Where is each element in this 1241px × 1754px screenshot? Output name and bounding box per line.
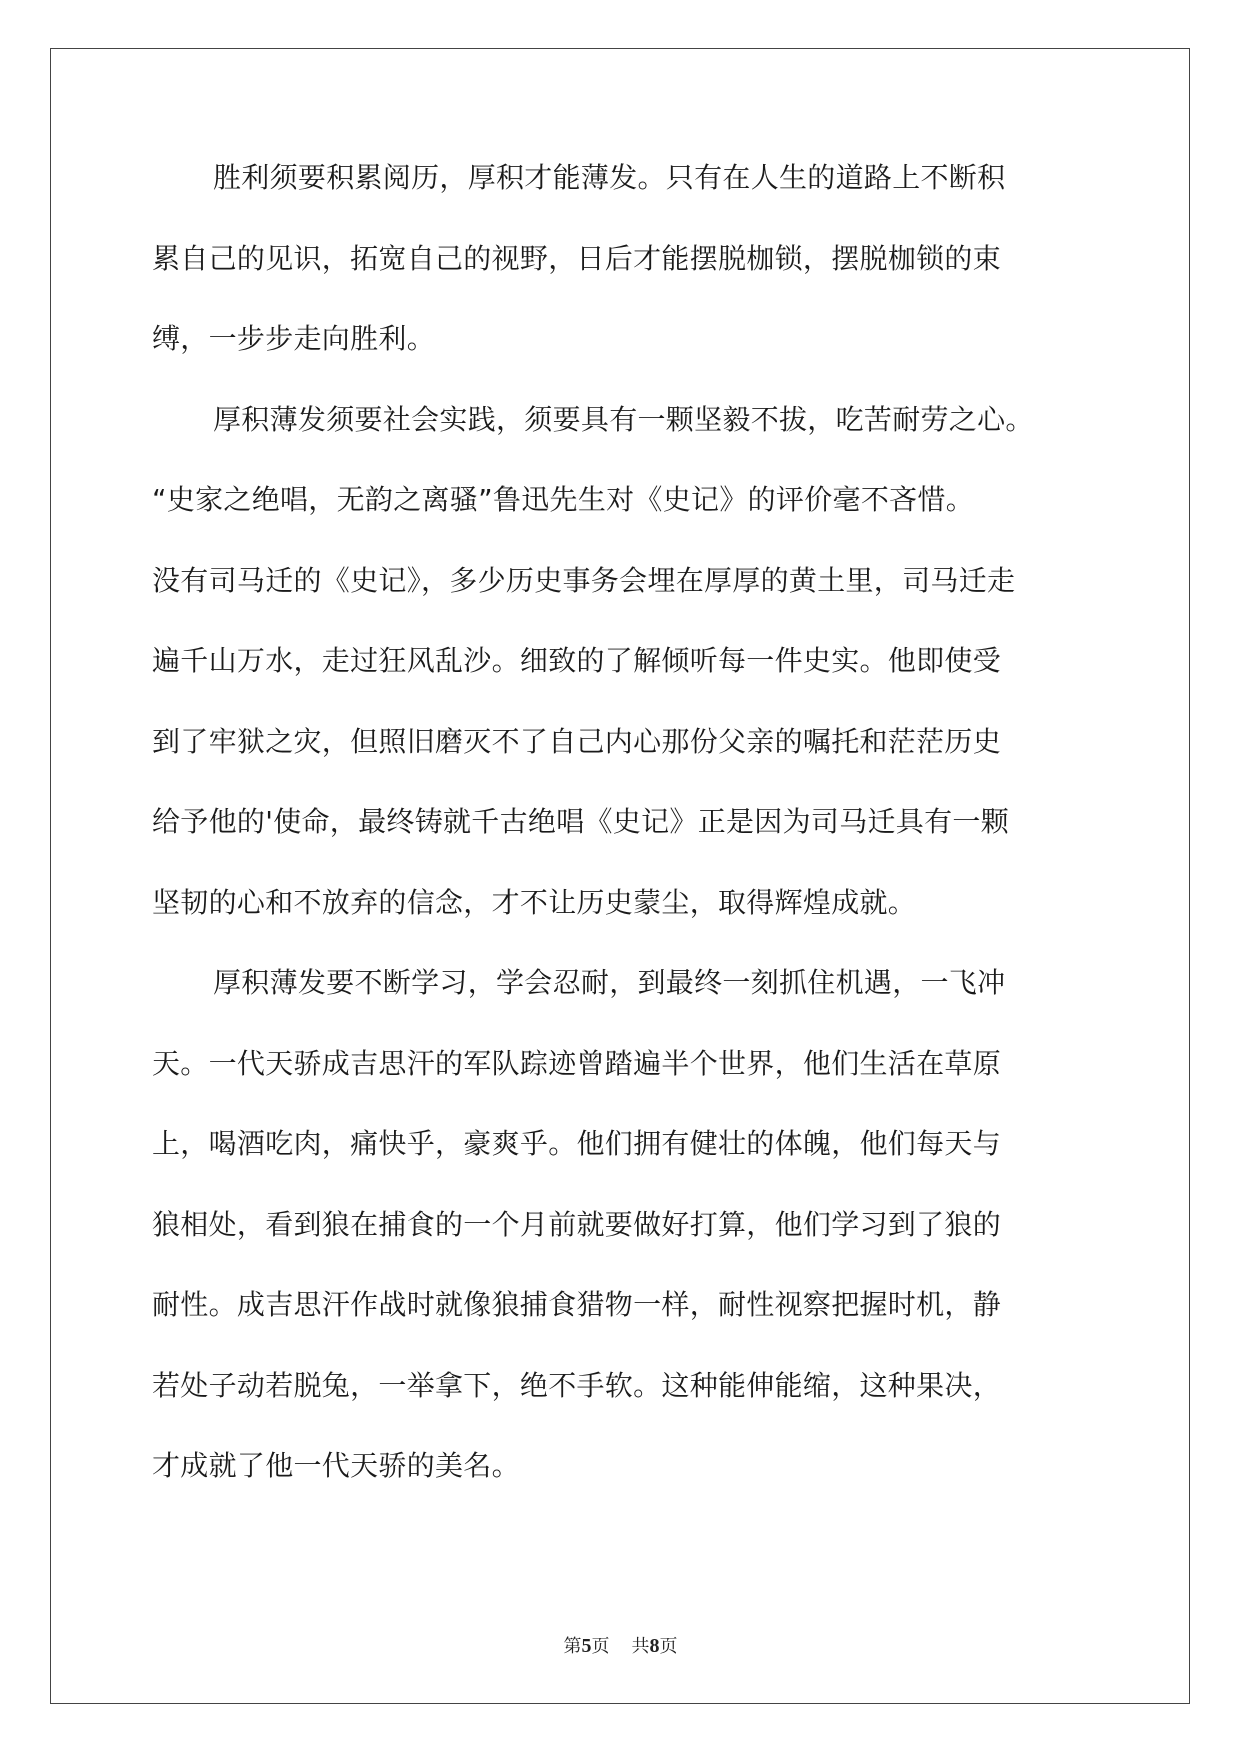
paragraph-3-line-4: 狼相处，看到狼在捕食的一个月前就要做好打算，他们学习到了狼的 bbox=[152, 1207, 1002, 1241]
paragraph-2-line-4: 遍千山万水，走过狂风乱沙。细致的了解倾听每一件史实。他即使受 bbox=[152, 644, 1002, 677]
paragraph-3-line-3: 上，喝酒吃肉，痛快乎，豪爽乎。他们拥有健壮的体魄，他们每天与 bbox=[152, 1127, 1002, 1160]
paragraph-3-line-1: 厚积薄发要不断学习，学会忍耐，到最终一刻抓住机遇，一飞冲 bbox=[213, 966, 1006, 999]
paragraph-3-line-7: 才成就了他一代天骄的美名。 bbox=[152, 1449, 520, 1482]
paragraph-2-line-7: 坚韧的心和不放弃的信念，才不让历史蒙尘，取得辉煌成就。 bbox=[152, 885, 917, 919]
total-page-number: 8 bbox=[649, 1635, 660, 1657]
paragraph-2-line-6: 给予他的'使命，最终铸就千古绝唱《史记》正是因为司马迁具有一颗 bbox=[152, 805, 1010, 838]
page-prefix: 第 bbox=[563, 1636, 582, 1657]
paragraph-3-line-5: 耐性。成吉思汗作战时就像狼捕食猎物一样，耐性视察把握时机，静 bbox=[152, 1288, 1002, 1321]
total-suffix: 页 bbox=[659, 1636, 678, 1657]
paragraph-2-line-2: “史家之绝唱，无韵之离骚”鲁迅先生对《史记》的评价毫不吝惜。 bbox=[152, 483, 975, 516]
paragraph-1-line-2: 累自己的见识，拓宽自己的视野，日后才能摆脱枷锁，摆脱枷锁的束 bbox=[152, 241, 1002, 275]
page-footer bbox=[0, 1635, 1241, 1658]
paragraph-2-line-1: 厚积薄发须要社会实践，须要具有一颗坚毅不拔，吃苦耐劳之心。 bbox=[213, 402, 1034, 436]
document-body bbox=[152, 160, 1092, 1529]
total-prefix: 共 bbox=[631, 1636, 650, 1657]
paragraph-2-line-5: 到了牢狱之灾，但照旧磨灭不了自己内心那份父亲的嘱托和茫茫历史 bbox=[152, 724, 1002, 758]
paragraph-3-line-6: 若处子动若脱兔，一举拿下，绝不手软。这种能伸能缩，这种果决， bbox=[152, 1368, 1002, 1402]
current-page-number: 5 bbox=[581, 1635, 592, 1657]
paragraph-1-line-3: 缚，一步步走向胜利。 bbox=[152, 322, 436, 355]
paragraph-1-line-1: 胜利须要积累阅历，厚积才能薄发。只有在人生的道路上不断积 bbox=[213, 161, 1006, 194]
page-suffix: 页 bbox=[591, 1636, 610, 1657]
paragraph-3-line-2: 天。一代天骄成吉思汗的军队踪迹曾踏遍半个世界，他们生活在草原 bbox=[152, 1046, 1002, 1080]
paragraph-2-line-3: 没有司马迁的《史记》，多少历史事务会埋在厚厚的黄土里，司马迁走 bbox=[152, 563, 1016, 597]
